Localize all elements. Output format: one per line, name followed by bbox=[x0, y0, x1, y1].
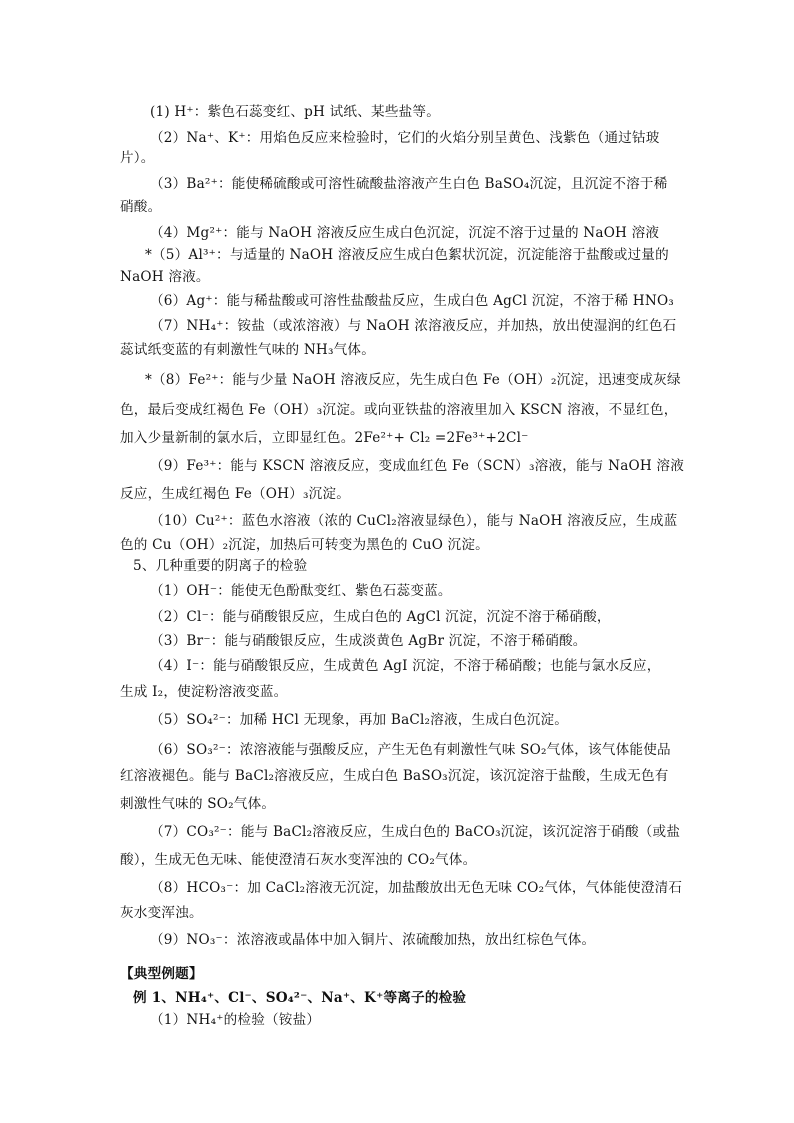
cation-test-fe2-line: 加入少量新制的氯水后，立即显红色。2Fe²⁺+ Cl₂ =2Fe³⁺+2Cl⁻ bbox=[120, 430, 529, 446]
anion-test-i-line: 生成 I₂，使淀粉溶液变蓝。 bbox=[120, 684, 288, 700]
cation-test-fe3-line: 反应，生成红褐色 Fe（OH）₃沉淀。 bbox=[120, 486, 351, 502]
section-heading-anions: 5、几种重要的阴离子的检验 bbox=[133, 558, 308, 574]
anion-test-so4-line: （5）SO₄²⁻：加稀 HCl 无现象，再加 BaCl₂溶液，生成白色沉淀。 bbox=[150, 712, 569, 728]
anion-test-br-line: （3）Br⁻：能与硝酸银反应，生成淡黄色 AgBr 沉淀，不溶于稀硝酸。 bbox=[150, 633, 587, 649]
anion-test-cl-line: （2）Cl⁻：能与硝酸银反应，生成白色的 AgCl 沉淀，沉淀不溶于稀硝酸， bbox=[150, 609, 611, 625]
example-1-subitem: （1）NH₄⁺的检验（铵盐） bbox=[150, 1012, 321, 1028]
cation-test-na-line: （2）Na⁺、K⁺：用焰色反应来检验时，它们的火焰分别呈黄色、浅紫色（通过钴玻 bbox=[150, 130, 660, 146]
anion-test-hco3-line: （8）HCO₃⁻：加 CaCl₂溶液无沉淀，加盐酸放出无色无味 CO₂气体，气体能使澄清石 bbox=[150, 880, 683, 896]
cation-test-al-line: NaOH 溶液。 bbox=[120, 269, 210, 285]
cation-test-mg-line: （4）Mg²⁺：能与 NaOH 溶液反应生成白色沉淀，沉淀不溶于过量的 NaOH 溶液 bbox=[150, 225, 660, 241]
cation-test-fe2-line: 色，最后变成红褐色 Fe（OH）₃沉淀。或向亚铁盐的溶液里加入 KSCN 溶液，不显红色， bbox=[120, 402, 678, 418]
cation-test-nh4-line: 蕊试纸变蓝的有刺激性气味的 NH₃气体。 bbox=[120, 342, 376, 358]
cation-test-cu-line: 色的 Cu（OH）₂沉淀，加热后可转变为黑色的 CuO 沉淀。 bbox=[120, 537, 489, 553]
cation-test-cu-line: （10）Cu²⁺：蓝色水溶液（浓的 CuCl₂溶液显绿色），能与 NaOH 溶液反应，生成蓝 bbox=[150, 513, 678, 529]
cation-test-na-line: 片）。 bbox=[120, 150, 155, 166]
anion-test-no3-line: （9）NO₃⁻：浓溶液或晶体中加入铜片、浓硫酸加热，放出红棕色气体。 bbox=[150, 932, 596, 948]
anion-test-co3-line: （7）CO₃²⁻：能与 BaCl₂溶液反应，生成白色的 BaCO₃沉淀，该沉淀溶于硝酸（或盐 bbox=[150, 824, 681, 840]
anion-test-so3-line: （6）SO₃²⁻：浓溶液能与强酸反应，产生无色有刺激性气味 SO₂气体，该气体能使品 bbox=[150, 742, 671, 758]
cation-test-ag-line: （6）Ag⁺：能与稀盐酸或可溶性盐酸盐反应，生成白色 AgCl 沉淀，不溶于稀 HNO₃ bbox=[150, 293, 674, 309]
cation-test-fe2-line: *（8）Fe²⁺：能与少量 NaOH 溶液反应，先生成白色 Fe（OH）₂沉淀，迅速变成灰绿 bbox=[145, 372, 681, 388]
cation-test-ba-line: （3）Ba²⁺：能使稀硫酸或可溶性硫酸盐溶液产生白色 BaSO₄沉淀，且沉淀不溶于稀 bbox=[150, 176, 668, 192]
cation-test-ba-line: 硝酸。 bbox=[120, 199, 162, 215]
cation-test-nh4-line: （7）NH₄⁺：铵盐（或浓溶液）与 NaOH 浓溶液反应，并加热，放出使湿润的红色石 bbox=[150, 318, 677, 334]
anion-test-so3-line: 刺激性气味的 SO₂气体。 bbox=[120, 796, 276, 812]
cation-test-al-line: *（5）Al³⁺：与适量的 NaOH 溶液反应生成白色絮状沉淀，沉淀能溶于盐酸或过量的 bbox=[145, 247, 669, 263]
anion-test-hco3-line: 灰水变浑浊。 bbox=[120, 905, 203, 921]
anion-test-co3-line: 酸），生成无色无味、能使澄清石灰水变浑浊的 CO₂气体。 bbox=[120, 852, 477, 868]
example-1-title: 例 1、NH₄⁺、Cl⁻、SO₄²⁻、Na⁺、K⁺等离子的检验 bbox=[133, 990, 467, 1006]
example-heading: 【典型例题】 bbox=[120, 966, 203, 982]
cation-test-h-line: (1) H⁺：紫色石蕊变红、pH 试纸、某些盐等。 bbox=[150, 104, 440, 120]
anion-test-i-line: （4）I⁻：能与硝酸银反应，生成黄色 AgI 沉淀，不溶于稀硝酸；也能与氯水反应， bbox=[150, 658, 661, 674]
anion-test-oh-line: （1）OH⁻：能使无色酚酞变红、紫色石蕊变蓝。 bbox=[150, 583, 452, 599]
anion-test-so3-line: 红溶液褪色。能与 BaCl₂溶液反应，生成白色 BaSO₃沉淀，该沉淀溶于盐酸，生成无色有 bbox=[120, 768, 669, 784]
cation-test-fe3-line: （9）Fe³⁺：能与 KSCN 溶液反应，变成血红色 Fe（SCN）₃溶液，能与 NaOH 溶液 bbox=[150, 458, 685, 474]
